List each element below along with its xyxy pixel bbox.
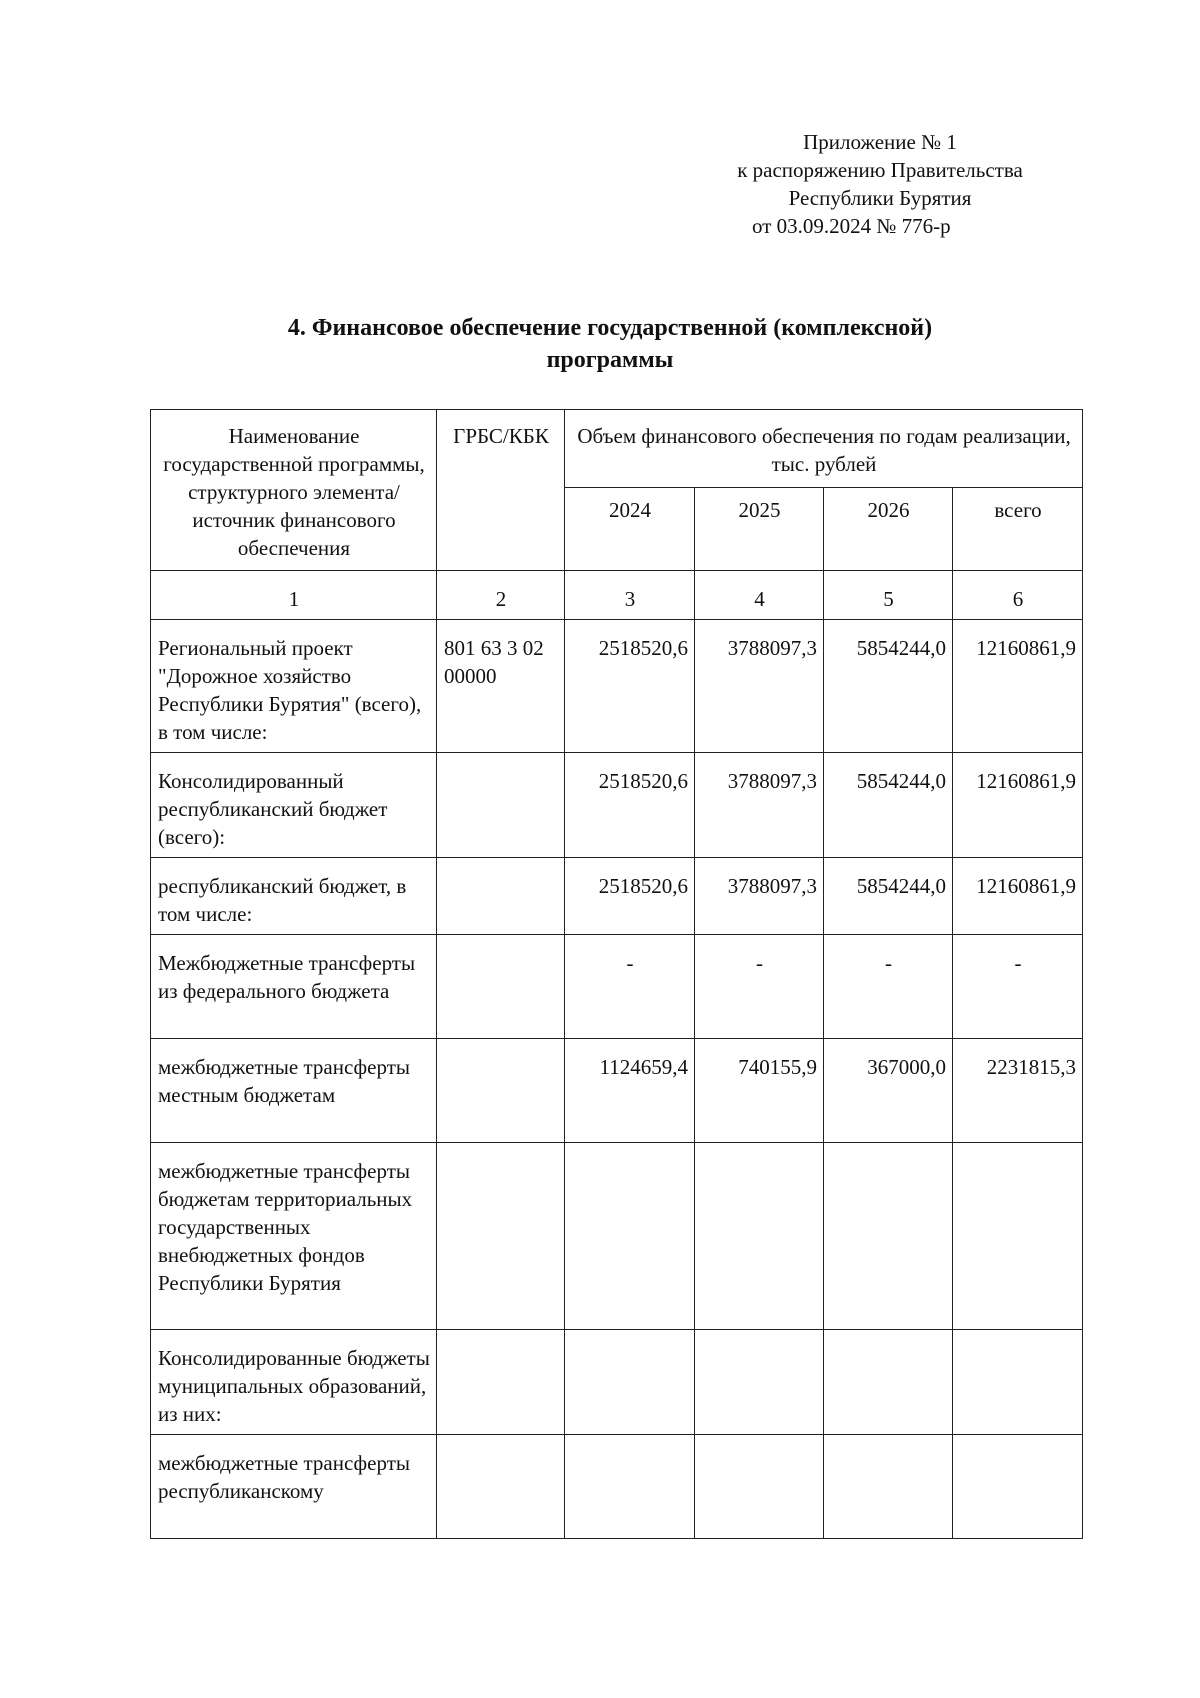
value-2025: [695, 1143, 824, 1330]
table-row: [151, 1039, 1083, 1143]
value-total: 2231815,3: [953, 1039, 1083, 1143]
row-code: [437, 1435, 565, 1539]
table-row: [151, 1330, 1083, 1435]
value-2025: 3788097,3: [695, 620, 824, 753]
index-cell: 5: [824, 571, 953, 620]
value-2024: 1124659,4: [565, 1039, 695, 1143]
row-name: Межбюджетные трансферты из федерального бюджета: [151, 935, 437, 1039]
section-title: [150, 312, 1070, 376]
value-total: [953, 1143, 1083, 1330]
header-year-total: всего: [953, 488, 1083, 571]
table-row: [151, 858, 1083, 935]
value-2026: [824, 1330, 953, 1435]
financing-table: [150, 409, 1083, 1539]
header-year: 2025: [695, 488, 824, 571]
table-header-row: [151, 410, 1083, 488]
section-title-line-1: 4. Финансовое обеспечение государственной (комплексной): [287, 315, 933, 341]
header-volume: Объем финансового обеспечения по годам реализации, тыс. рублей: [565, 410, 1083, 488]
value-2024: 2518520,6: [565, 620, 695, 753]
index-cell: 4: [695, 571, 824, 620]
value-2026: 5854244,0: [824, 620, 953, 753]
value-2025: [695, 1435, 824, 1539]
appendix-order-ref: к распоряжению Правительства: [737, 158, 1023, 182]
value-2025: 3788097,3: [695, 753, 824, 858]
index-cell: 6: [953, 571, 1083, 620]
table-row: [151, 1143, 1083, 1330]
value-2024: 2518520,6: [565, 753, 695, 858]
index-cell: 2: [437, 571, 565, 620]
row-name: межбюджетные трансферты местным бюджетам: [151, 1039, 437, 1143]
row-name: Региональный проект "Дорожное хозяйство Республики Бурятия" (всего), в том числе:: [151, 620, 437, 753]
value-2025: 3788097,3: [695, 858, 824, 935]
index-cell: 1: [151, 571, 437, 620]
row-code: [437, 935, 565, 1039]
row-name: межбюджетные трансферты республиканскому: [151, 1435, 437, 1539]
value-2026: 367000,0: [824, 1039, 953, 1143]
value-2026: 5854244,0: [824, 753, 953, 858]
appendix-region: Республики Бурятия: [788, 186, 972, 210]
value-2024: [565, 1435, 695, 1539]
value-2025: [695, 1330, 824, 1435]
value-2026: [824, 1143, 953, 1330]
row-code: [437, 858, 565, 935]
value-2024: 2518520,6: [565, 858, 695, 935]
table-row: [151, 753, 1083, 858]
section-title-line-2: программы: [546, 347, 674, 373]
value-total: 12160861,9: [953, 858, 1083, 935]
table-row: [151, 1435, 1083, 1539]
header-year: 2026: [824, 488, 953, 571]
row-name: Консолидированные бюджеты муниципальных образований, из них:: [151, 1330, 437, 1435]
value-2026: [824, 1435, 953, 1539]
value-2026: -: [824, 935, 953, 1039]
value-2024: -: [565, 935, 695, 1039]
table-row: [151, 935, 1083, 1039]
value-total: [953, 1330, 1083, 1435]
table-index-row: [151, 571, 1083, 620]
row-code: [437, 1330, 565, 1435]
appendix-number: Приложение № 1: [803, 130, 957, 154]
row-code: 801 63 3 02 00000: [437, 620, 565, 753]
header-name: Наименование государственной программы, структурного элемента/источник финансового обеспечения: [151, 410, 437, 571]
value-2025: -: [695, 935, 824, 1039]
appendix-header: [690, 128, 1070, 240]
appendix-date: от 03.09.2024 № 776-р: [752, 214, 951, 238]
row-code: [437, 1143, 565, 1330]
row-name: Консолидированный республиканский бюджет (всего):: [151, 753, 437, 858]
table-row: [151, 620, 1083, 753]
value-total: -: [953, 935, 1083, 1039]
value-total: 12160861,9: [953, 620, 1083, 753]
header-code: ГРБС/КБК: [437, 410, 565, 571]
value-2024: [565, 1143, 695, 1330]
value-2025: 740155,9: [695, 1039, 824, 1143]
index-cell: 3: [565, 571, 695, 620]
value-2024: [565, 1330, 695, 1435]
row-name: республиканский бюджет, в том числе:: [151, 858, 437, 935]
value-total: 12160861,9: [953, 753, 1083, 858]
value-total: [953, 1435, 1083, 1539]
row-code: [437, 1039, 565, 1143]
header-year: 2024: [565, 488, 695, 571]
value-2026: 5854244,0: [824, 858, 953, 935]
row-code: [437, 753, 565, 858]
row-name: межбюджетные трансферты бюджетам территориальных государственных внебюджетных фондов Республики Бурятия: [151, 1143, 437, 1330]
